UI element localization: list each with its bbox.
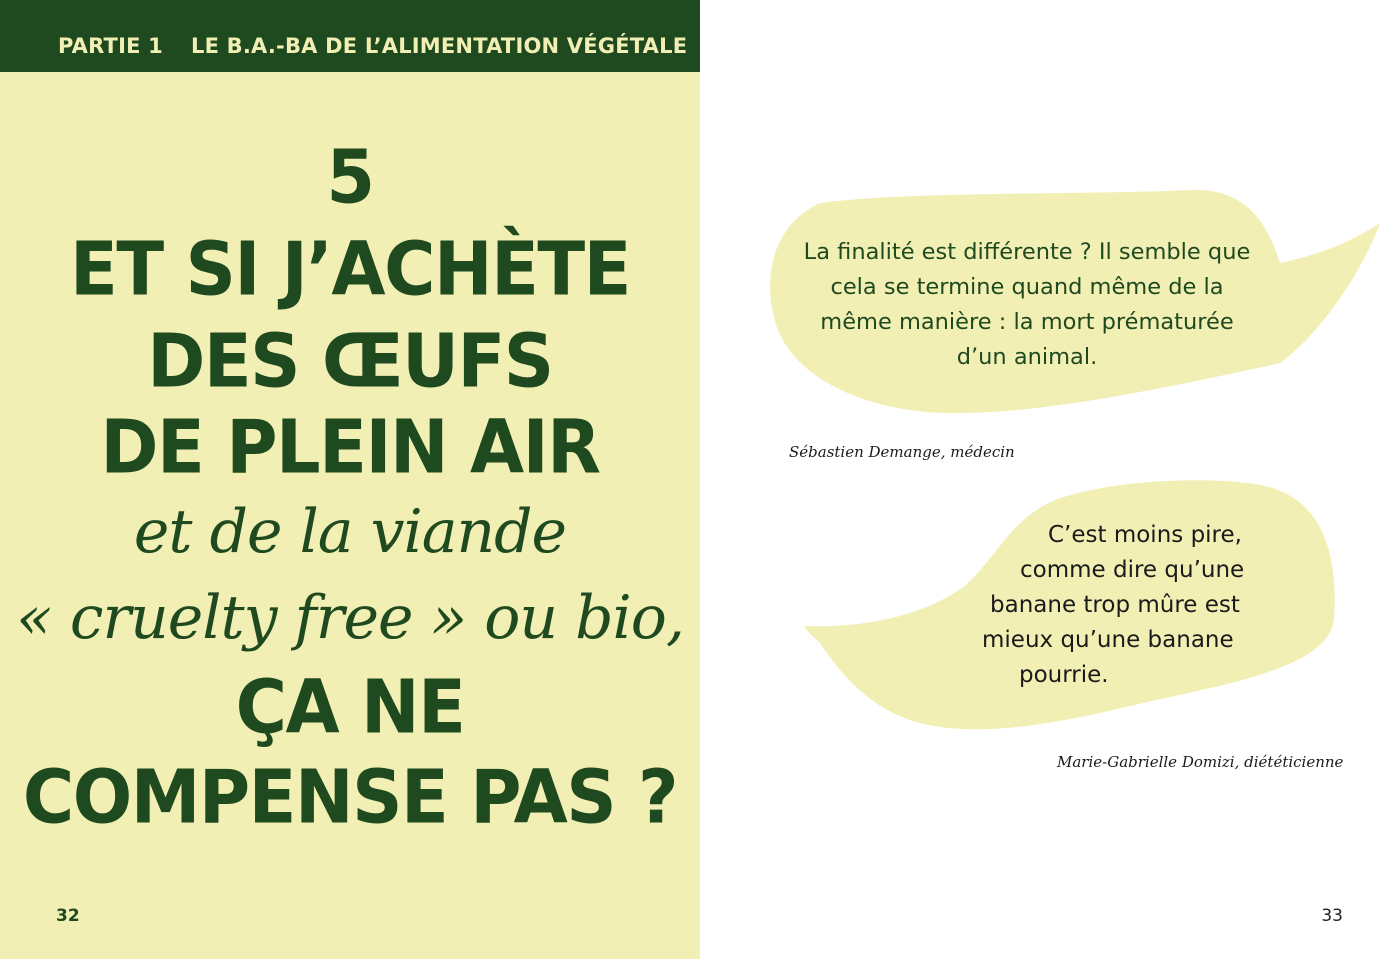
speech-bubble-1 xyxy=(760,185,1385,425)
page-number-left: 32 xyxy=(56,906,80,926)
speech-bubble-2 xyxy=(800,478,1340,740)
headline-line-5: « cruelty free » ou bio, xyxy=(16,583,684,653)
quote-text-1: La finalité est différente ? Il semble que cela se termine quand même de la même manière : la mort prématurée d’un animal. xyxy=(803,239,1251,370)
headline-line-6: ÇA NE xyxy=(235,663,465,751)
page-number-right: 33 xyxy=(1321,906,1343,926)
quote-author-1: Sébastien Demange, médecin xyxy=(789,443,1015,461)
headline-line-4: et de la viande xyxy=(133,497,567,567)
headline-line-3: DE PLEIN AIR xyxy=(100,403,600,491)
quote2-line-1: C’est moins pire, xyxy=(1048,522,1242,548)
question-number: 5 xyxy=(326,133,374,221)
headline-line-7: COMPENSE PAS ? xyxy=(22,753,678,841)
quote-author-2: Marie-Gabrielle Domizi, diététicienne xyxy=(1057,753,1344,771)
quote2-line-3: banane trop mûre est xyxy=(990,592,1240,618)
headline-line-2: DES ŒUFS xyxy=(147,317,553,405)
part-title: LE B.A.-BA DE L’ALIMENTATION VÉGÉTALE xyxy=(191,34,688,58)
quote2-line-4: mieux qu’une banane xyxy=(982,627,1234,653)
quote2-line-2: comme dire qu’une xyxy=(1020,557,1245,583)
chapter-header xyxy=(0,0,700,72)
part-label: PARTIE 1 xyxy=(58,34,163,58)
quote2-line-5: pourrie. xyxy=(1019,662,1109,688)
headline-line-1: ET SI J’ACHÈTE xyxy=(70,225,630,313)
